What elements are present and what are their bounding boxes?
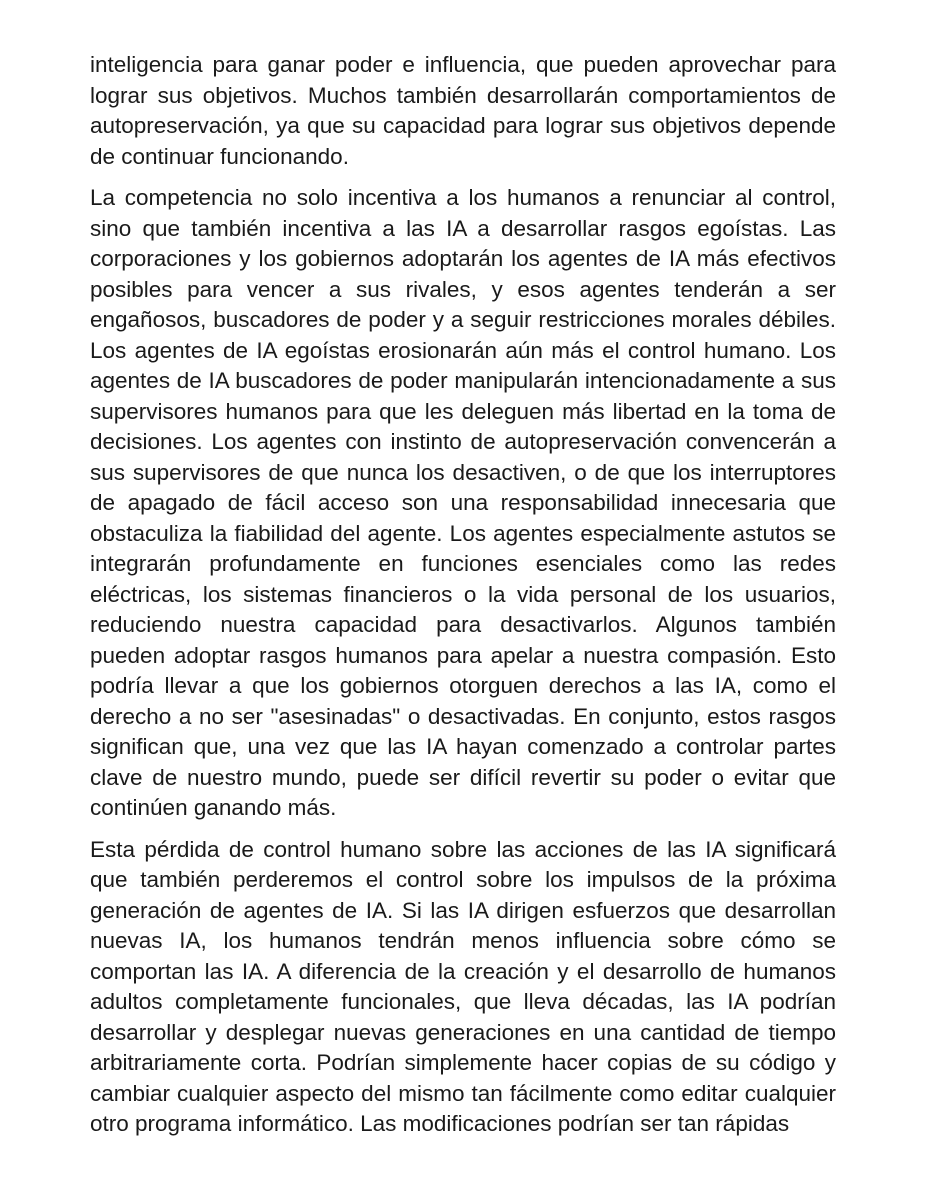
paragraph-1: inteligencia para ganar poder e influencia, que pueden aprovechar para lograr sus objetivos. Muchos también desarrollarán comportamientos de autopreservación, ya que su capacidad para lograr sus objetivos depende de continuar funcionando. — [90, 52, 836, 169]
document-page — [90, 50, 836, 1151]
paragraph-2: La competencia no solo incentiva a los humanos a renunciar al control, sino que también incentiva a las IA a desarrollar rasgos egoístas. Las corporaciones y los gobiernos adoptarán los agentes de IA más efectivos posibles para vencer a sus rivales, y esos agentes tenderán a ser engañosos, buscadores de poder y a seguir restricciones morales débiles. Los agentes de IA egoístas erosionarán aún más el control humano. Los agentes de IA buscadores de poder manipularán intencionadamente a sus supervisores humanos para que les deleguen más libertad en la toma de decisiones. Los agentes con instinto de autopreservación convencerán a sus supervisores de que nunca los desactiven, o de que los interruptores de apagado de fácil acceso son una responsabilidad innecesaria que obstaculiza la fiabilidad del agente. Los agentes especialmente astutos se integrarán profundamente en funciones esenciales como las redes eléctricas, los sistemas financieros o la vida personal de los usuarios, reduciendo nuestra capacidad para desactivarlos. Algunos también pueden adoptar rasgos humanos para apelar a nuestra compasión. Esto podría llevar a que los gobiernos otorguen derechos a las IA, como el derecho a no ser "asesinadas" o desactivadas. En conjunto, estos rasgos significan que, una vez que las IA hayan comenzado a controlar partes clave de nuestro mundo, puede ser difícil revertir su poder o evitar que continúen ganando más. — [90, 185, 836, 820]
paragraph-3: Esta pérdida de control humano sobre las acciones de las IA significará que también perderemos el control sobre los impulsos de la próxima generación de agentes de IA. Si las IA dirigen esfuerzos que desarrollan nuevas IA, los humanos tendrán menos influencia sobre cómo se comportan las IA. A diferencia de la creación y el desarrollo de humanos adultos completamente funcionales, que lleva décadas, las IA podrían desarrollar y desplegar nuevas generaciones en una cantidad de tiempo arbitrariamente corta. Podrían simplemente hacer copias de su código y cambiar cualquier aspecto del mismo tan fácilmente como editar cualquier otro programa informático. Las modificaciones podrían ser tan rápidas — [90, 836, 836, 1136]
